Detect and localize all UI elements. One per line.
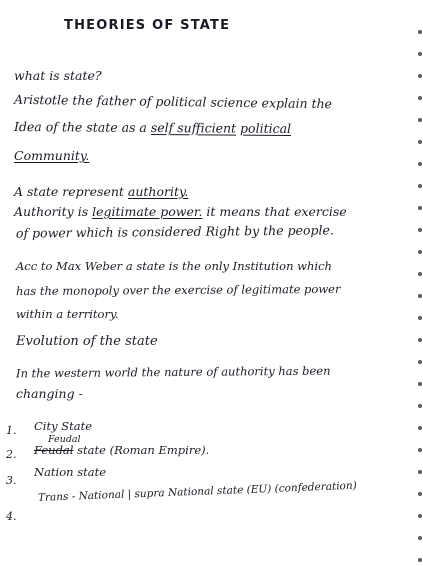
binding-dot (418, 184, 422, 188)
feudal-insert-above: Feudal (48, 434, 81, 445)
binding-dot (418, 426, 422, 430)
binding-dot (418, 52, 422, 56)
list-item-feudal-state (34, 442, 209, 458)
para3-line2: has the monopoly over the exercise of legitimate power (15, 281, 341, 299)
binding-dot (418, 558, 422, 562)
list-item-city-state: City State (34, 419, 93, 433)
question-heading: what is state? (14, 68, 102, 83)
section-heading-evolution: Evolution of the state (16, 334, 158, 349)
binding-dot (418, 30, 422, 34)
para4-line1: In the western world the nature of authority has been (15, 363, 331, 381)
binding-dot (418, 470, 422, 474)
para1-line2-text: Idea of the state as a (13, 119, 151, 135)
binding-dot (418, 74, 422, 78)
binding-dot (418, 492, 422, 496)
self-sufficient-underlined: self sufficient (150, 119, 237, 136)
binding-dot (418, 404, 422, 408)
para2-line2-pre: Authority is (14, 204, 93, 219)
legitimate-power-underlined: legitimate power. (92, 204, 203, 219)
list-item-trans-national: Trans - National | supra National state (EU) (confederation) (37, 479, 357, 504)
binding-dot (418, 250, 422, 254)
para2-line3: of power which is considered Right by the people. (15, 222, 334, 241)
binding-dot (418, 338, 422, 342)
list-number-3: 3. (6, 474, 17, 487)
binding-dot (418, 382, 422, 386)
binding-dot (418, 514, 422, 518)
para4-line2: changing - (16, 386, 83, 401)
binding-dot (418, 294, 422, 298)
page-title: THEORIES OF STATE (64, 18, 231, 33)
binding-dot (418, 272, 422, 276)
list-item-nation-state: Nation state (34, 465, 107, 479)
binding-dot (418, 206, 422, 210)
notebook-binding-dots (415, 0, 423, 566)
para1-line3: Community. (14, 148, 90, 163)
para3-line1: Acc to Max Weber a state is the only Institution which (16, 259, 332, 273)
binding-dot (418, 162, 422, 166)
para2-line1-text: A state represent (14, 184, 128, 199)
binding-dot (418, 448, 422, 452)
political-underlined: political (240, 120, 292, 136)
list-item-feudal-text: state (Roman Empire). (73, 443, 210, 457)
para2-line2 (14, 204, 347, 220)
para1-line1: Aristotle the father of political science explain the (13, 91, 333, 112)
para3-line3: within a territory. (16, 307, 119, 321)
binding-dot (418, 360, 422, 364)
binding-dot (418, 96, 422, 100)
list-number-4: 4. (6, 510, 17, 523)
struck-word: Feudal (34, 443, 74, 457)
binding-dot (418, 228, 422, 232)
list-number-2: 2. (6, 448, 17, 461)
binding-dot (418, 536, 422, 540)
authority-underlined: authority. (127, 184, 189, 199)
list-number-1: 1. (6, 424, 17, 437)
binding-dot (418, 316, 422, 320)
para1-line2 (14, 119, 291, 137)
binding-dot (418, 118, 422, 122)
binding-dot (418, 140, 422, 144)
para2-line2-post: it means that exercise (202, 204, 347, 219)
para2-line1 (14, 184, 188, 200)
